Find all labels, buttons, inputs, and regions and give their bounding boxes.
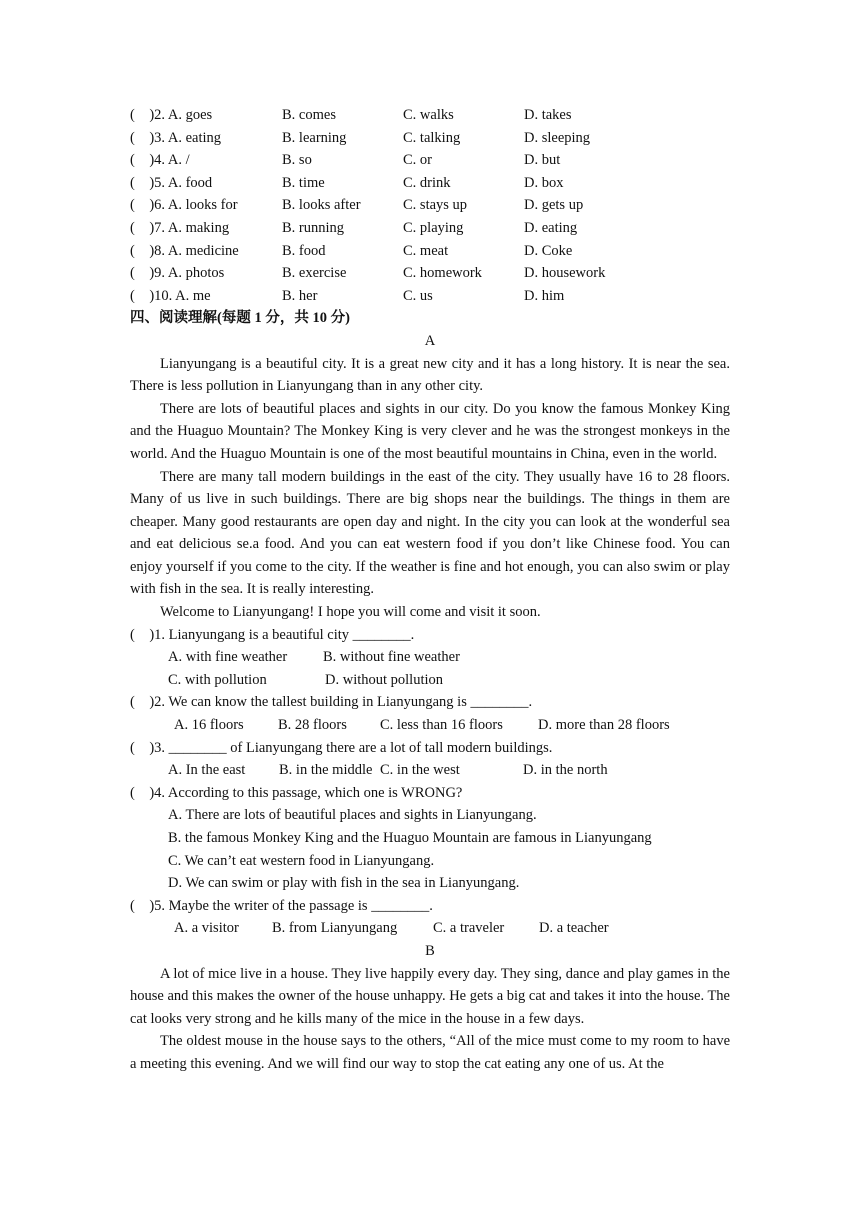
- passage-a-questions: [130, 624, 730, 940]
- answer-option: C. with pollution: [168, 671, 267, 688]
- cloze-option: B. running: [282, 219, 345, 236]
- cloze-option: D. Coke: [524, 242, 573, 259]
- answer-option: A. 16 floors: [174, 717, 244, 734]
- cloze-option-row: [130, 240, 730, 263]
- cloze-option: B. looks after: [282, 197, 361, 214]
- answer-option: D. without pollution: [325, 671, 444, 688]
- cloze-option: D. housework: [524, 265, 606, 282]
- answer-option: B. in the middle: [279, 762, 373, 779]
- answer-option: C. We can’t eat western food in Lianyungang.: [168, 852, 435, 869]
- question-options-row: [130, 850, 730, 873]
- cloze-option: B. so: [282, 152, 312, 169]
- cloze-option: D. him: [524, 287, 565, 304]
- cloze-option: ( )2. A. goes: [130, 107, 213, 123]
- cloze-option: D. box: [524, 174, 564, 191]
- cloze-option-row: [130, 172, 730, 195]
- cloze-option: ( )9. A. photos: [130, 265, 225, 282]
- question-stem: ( )1. Lianyungang is a beautiful city ________.: [130, 626, 415, 643]
- cloze-option-row: [130, 127, 730, 150]
- passage-paragraph: There are many tall modern buildings in the east of the city. They usually have 16 to 28 floors. Many of us live in such buildings. There are big shops near the buildings. The things in them are cheaper. Many good restaurants are open day and night. In the city you can look at the wonderful sea and eat delicious se.a food. And you can eat western food if you don’t like Chinese food. You can enjoy yourself if you come to the city. If the weather is fine and hot enough, you can also swim or play with fish in the sea. It is really interesting.: [130, 468, 730, 598]
- cloze-option: C. stays up: [403, 197, 468, 214]
- cloze-option-row: [130, 194, 730, 217]
- cloze-option: B. food: [282, 242, 326, 259]
- cloze-option: B. learning: [282, 129, 347, 146]
- cloze-option: C. or: [403, 152, 432, 169]
- answer-option: B. without fine weather: [323, 649, 460, 666]
- question-options-row: [130, 759, 730, 782]
- cloze-option: ( )8. A. medicine: [130, 242, 239, 259]
- question-options-row: [130, 646, 730, 669]
- answer-option: D. We can swim or play with fish in the sea in Lianyungang.: [168, 875, 520, 892]
- cloze-option: ( )4. A. /: [130, 152, 190, 169]
- cloze-option: ( )3. A. eating: [130, 129, 222, 146]
- answer-option: D. in the north: [523, 762, 608, 779]
- answer-option: A. There are lots of beautiful places and sights in Lianyungang.: [168, 807, 537, 824]
- passage-a: [130, 353, 730, 624]
- answer-option: A. In the east: [168, 762, 246, 779]
- cloze-option: C. homework: [403, 265, 482, 282]
- section-title: 四、阅读理解(每题 1 分，共 10 分): [130, 310, 350, 327]
- cloze-option: ( )10. A. me: [130, 287, 211, 304]
- cloze-option: ( )5. A. food: [130, 174, 213, 191]
- answer-option: B. 28 floors: [278, 717, 347, 734]
- answer-option: C. a traveler: [433, 920, 505, 937]
- passage-paragraph: Lianyungang is a beautiful city. It is a great new city and it has a long history. It is near the sea. There is less pollution in Lianyungang than in any other city.: [130, 355, 730, 395]
- cloze-option: C. talking: [403, 129, 461, 146]
- answer-option: D. more than 28 floors: [538, 717, 670, 734]
- passage-paragraph: A lot of mice live in a house. They live happily every day. They sing, dance and play games in the house and this makes the owner of the house unhappy. He gets a big cat and takes it into the house. The cat looks very strong and he kills many of the mice in the house in a few days.: [130, 965, 730, 1027]
- cloze-option: C. playing: [403, 219, 464, 236]
- cloze-option-row: [130, 285, 730, 308]
- cloze-option: D. gets up: [524, 197, 584, 214]
- question-stem: ( )2. We can know the tallest building in Lianyungang is ________.: [130, 694, 533, 711]
- question-stem: ( )5. Maybe the writer of the passage is ________.: [130, 897, 433, 914]
- cloze-option: B. exercise: [282, 265, 347, 282]
- exam-page: [130, 104, 730, 1076]
- cloze-option: C. drink: [403, 174, 451, 191]
- cloze-options-list: [130, 104, 730, 307]
- cloze-option-row: [130, 217, 730, 240]
- answer-option: A. a visitor: [174, 920, 239, 937]
- question-options-row: [130, 872, 730, 895]
- passage-paragraph: There are lots of beautiful places and sights in our city. Do you know the famous Monkey King and the Huaguo Mountain? The Monkey King is very clever and he was the strongest monkeys in the world. And the Huaguo Mountain is one of the most beautiful mountains in China, even in the world.: [130, 400, 730, 462]
- passage-a-label: A: [424, 332, 436, 349]
- cloze-option: C. meat: [403, 242, 449, 259]
- passage-b: [130, 963, 730, 1076]
- cloze-option: D. sleeping: [524, 129, 591, 146]
- answer-option: D. a teacher: [539, 920, 609, 937]
- answer-option: C. less than 16 floors: [380, 717, 503, 734]
- question-options-row: [130, 714, 730, 737]
- question-stem: ( )4. According to this passage, which one is WRONG?: [130, 784, 463, 801]
- answer-option: B. the famous Monkey King and the Huaguo Mountain are famous in Lianyungang: [168, 830, 652, 846]
- cloze-option: ( )7. A. making: [130, 219, 230, 236]
- question-options-row: [130, 827, 730, 850]
- cloze-option: B. her: [282, 287, 318, 304]
- question-stem: ( )3. ________ of Lianyungang there are a lot of tall modern buildings.: [130, 739, 553, 756]
- cloze-option: C. us: [403, 287, 433, 304]
- cloze-option: B. comes: [282, 107, 336, 123]
- answer-option: A. with fine weather: [168, 649, 288, 666]
- cloze-option: B. time: [282, 174, 325, 191]
- cloze-option: C. walks: [403, 107, 454, 123]
- cloze-option-row: [130, 149, 730, 172]
- question-options-row: [130, 917, 730, 940]
- question-options-row: [130, 669, 730, 692]
- question-options-row: [130, 804, 730, 827]
- cloze-option: ( )6. A. looks for: [130, 197, 238, 214]
- cloze-option-row: [130, 262, 730, 285]
- passage-paragraph: The oldest mouse in the house says to the others, “All of the mice must come to my room to have a meeting this evening. And we will find our way to stop the cat eating any one of us. At the: [130, 1033, 730, 1072]
- answer-option: C. in the west: [380, 762, 460, 779]
- cloze-option: D. takes: [524, 107, 572, 123]
- answer-option: B. from Lianyungang: [272, 920, 398, 937]
- cloze-option-row: [130, 104, 730, 127]
- cloze-option: D. eating: [524, 219, 578, 236]
- passage-b-label: B: [425, 942, 435, 959]
- cloze-option: D. but: [524, 152, 561, 169]
- passage-paragraph: Welcome to Lianyungang! I hope you will come and visit it soon.: [160, 604, 541, 621]
